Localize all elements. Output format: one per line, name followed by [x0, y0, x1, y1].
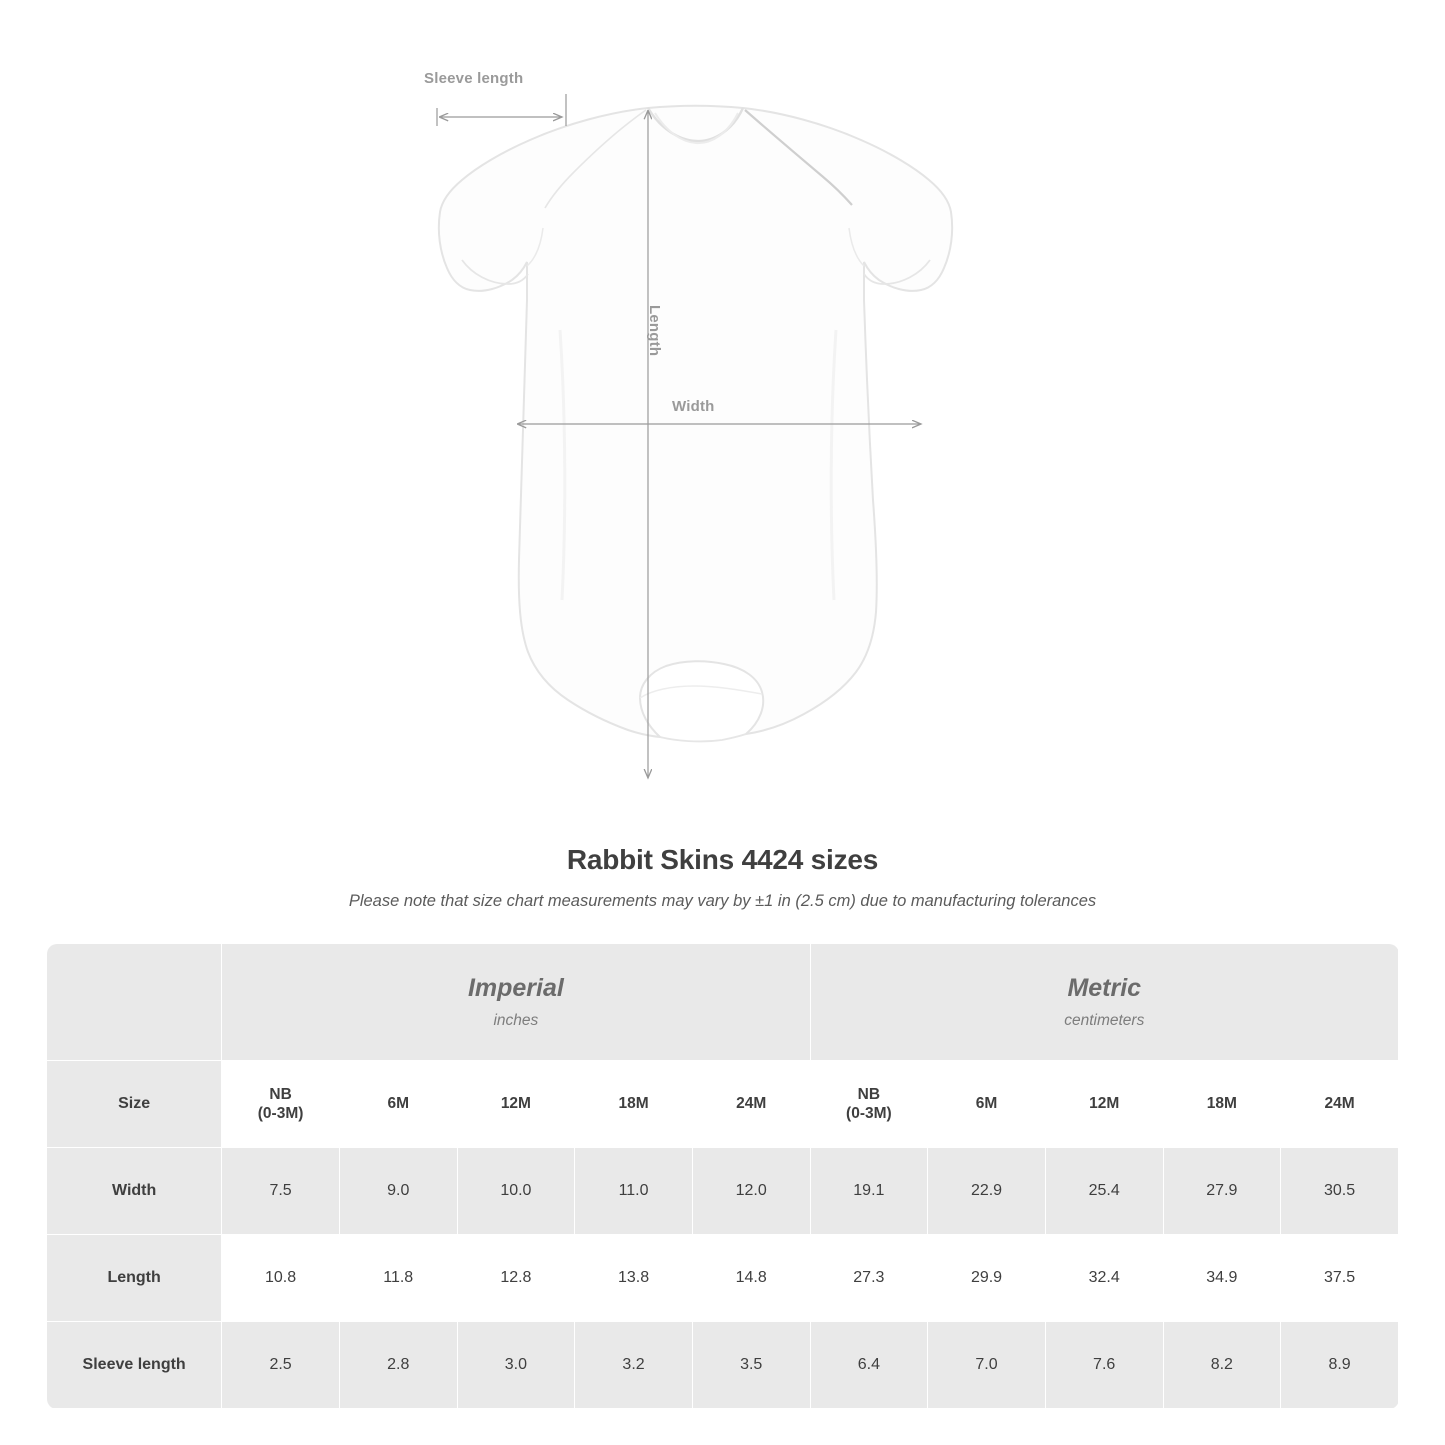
row-header-width: Width: [47, 1148, 222, 1235]
table-row: [47, 1235, 1399, 1322]
column-header-12m-metric: 12M: [1045, 1061, 1163, 1148]
size-table-wrapper: [46, 943, 1399, 1409]
cell-sleeve-6m-in: 2.8: [339, 1322, 457, 1409]
cell-length-6m-in: 11.8: [339, 1235, 457, 1322]
cell-sleeve-nb-cm: 6.4: [810, 1322, 928, 1409]
sleeve-length-label: Sleeve length: [424, 70, 524, 87]
column-header-12m-imperial: 12M: [457, 1061, 575, 1148]
col-label: NB: [857, 1085, 881, 1103]
col-label: NB: [269, 1085, 292, 1103]
cell-length-12m-cm: 32.4: [1045, 1235, 1163, 1322]
cell-length-6m-cm: 29.9: [928, 1235, 1046, 1322]
cell-length-24m-cm: 37.5: [1281, 1235, 1399, 1322]
unit-group-imperial-sub: inches: [493, 1012, 539, 1029]
cell-sleeve-24m-cm: 8.9: [1281, 1322, 1399, 1409]
cell-width-24m-cm: 30.5: [1281, 1148, 1399, 1235]
cell-length-12m-in: 12.8: [457, 1235, 575, 1322]
cell-length-nb-cm: 27.3: [810, 1235, 928, 1322]
cell-width-nb-cm: 19.1: [810, 1148, 928, 1235]
cell-length-18m-cm: 34.9: [1163, 1235, 1281, 1322]
column-header-18m-imperial: 18M: [575, 1061, 693, 1148]
cell-sleeve-24m-in: 3.5: [692, 1322, 810, 1409]
cell-width-18m-cm: 27.9: [1163, 1148, 1281, 1235]
cell-width-12m-in: 10.0: [457, 1148, 575, 1235]
column-header-6m-metric: 6M: [928, 1061, 1046, 1148]
unit-group-imperial-name: Imperial: [467, 974, 564, 1002]
cell-sleeve-6m-cm: 7.0: [928, 1322, 1046, 1409]
unit-group-metric-name: Metric: [1067, 974, 1142, 1002]
cell-length-nb-in: 10.8: [222, 1235, 340, 1322]
column-header-nb-imperial: [222, 1061, 340, 1148]
unit-group-metric: [810, 944, 1398, 1061]
row-header-length: Length: [47, 1235, 222, 1322]
cell-length-18m-in: 13.8: [575, 1235, 693, 1322]
length-label: Length: [646, 305, 663, 357]
cell-width-6m-in: 9.0: [339, 1148, 457, 1235]
title-block: [0, 844, 1445, 911]
column-header-24m-imperial: 24M: [692, 1061, 810, 1148]
table-row: [47, 1322, 1399, 1409]
column-header-18m-metric: 18M: [1163, 1061, 1281, 1148]
col-sublabel: (0-3M): [846, 1105, 892, 1122]
column-header-size: Size: [47, 1061, 222, 1148]
cell-sleeve-18m-in: 3.2: [575, 1322, 693, 1409]
cell-width-12m-cm: 25.4: [1045, 1148, 1163, 1235]
column-header-6m-imperial: 6M: [339, 1061, 457, 1148]
cell-width-6m-cm: 22.9: [928, 1148, 1046, 1235]
cell-sleeve-12m-cm: 7.6: [1045, 1322, 1163, 1409]
col-sublabel: (0-3M): [257, 1105, 304, 1122]
table-row: [47, 1148, 1399, 1235]
width-label: Width: [672, 398, 715, 415]
unit-group-metric-sub: centimeters: [1064, 1012, 1145, 1029]
size-header-row: [47, 1061, 1399, 1148]
size-table: [46, 943, 1399, 1409]
column-header-24m-metric: 24M: [1281, 1061, 1399, 1148]
cell-width-24m-in: 12.0: [692, 1148, 810, 1235]
cell-sleeve-12m-in: 3.0: [457, 1322, 575, 1409]
page-title: Rabbit Skins 4424 sizes: [566, 844, 879, 875]
cell-sleeve-18m-cm: 8.2: [1163, 1322, 1281, 1409]
cell-width-nb-in: 7.5: [222, 1148, 340, 1235]
cell-length-24m-in: 14.8: [692, 1235, 810, 1322]
tolerance-note: Please note that size chart measurements may vary by ±1 in (2.5 cm) due to manufacturing tolerances: [348, 892, 1097, 910]
cell-width-18m-in: 11.0: [575, 1148, 693, 1235]
unit-header-row: [47, 944, 1399, 1061]
column-header-nb-metric: [810, 1061, 928, 1148]
cell-sleeve-nb-in: 2.5: [222, 1322, 340, 1409]
row-header-sleeve-length: Sleeve length: [47, 1322, 222, 1409]
unit-header-blank: [47, 944, 222, 1061]
unit-group-imperial: [222, 944, 810, 1061]
